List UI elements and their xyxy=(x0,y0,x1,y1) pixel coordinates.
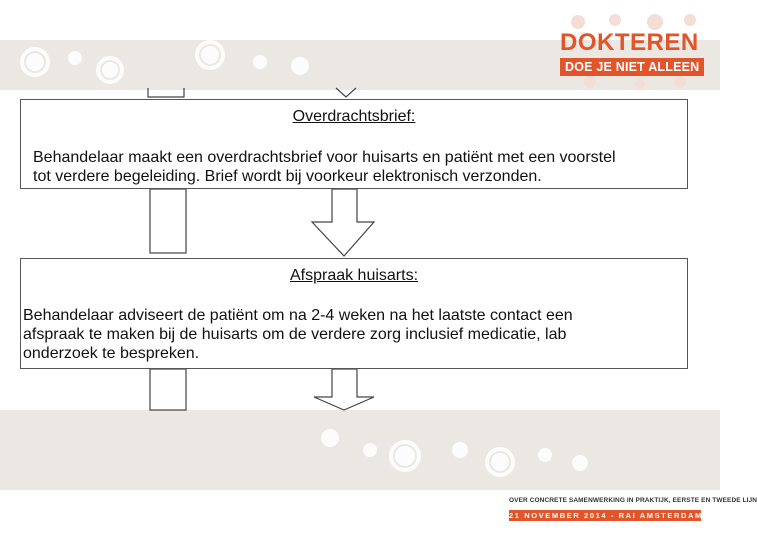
box-text-line: onderzoek te bespreken. xyxy=(23,345,200,362)
flow-box-afspraak-huisarts xyxy=(20,258,688,369)
footer-tagline: OVER CONCRETE SAMENWERKING IN PRAKTIJK, EERSTE EN TWEEDE LIJN xyxy=(509,497,757,504)
box-text-line: Behandelaar maakt een overdrachtsbrief voor huisarts en patiënt met een voorstel xyxy=(33,149,616,166)
down-arrow-icon xyxy=(312,189,374,256)
box-title: Overdrachtsbrief: xyxy=(292,108,416,125)
box-text-line: tot verdere begeleiding. Brief wordt bij voorkeur elektronisch verzonden. xyxy=(33,168,542,185)
footer-event-date: 21 NOVEMBER 2014 - RAI AMSTERDAM xyxy=(509,511,703,520)
box-text-line: Behandelaar adviseert de patiënt om na 2-4 weken na het laatste contact een xyxy=(23,307,573,324)
logo-title: DOKTEREN xyxy=(560,29,699,56)
box-text xyxy=(23,306,677,363)
connector-stub xyxy=(148,88,184,97)
arrow-tip xyxy=(336,88,356,97)
down-arrow-icon xyxy=(314,369,374,410)
box-title: Afspraak huisarts: xyxy=(289,267,419,284)
flow-box-overdrachtsbrief xyxy=(20,99,688,189)
logo-subtitle: DOE JE NIET ALLEEN xyxy=(560,58,704,76)
box-text-line: afspraak te maken bij de huisarts om de verdere zorg inclusief medicatie, lab xyxy=(23,326,567,343)
connector-bar xyxy=(150,189,186,253)
box-text xyxy=(33,148,677,186)
connector-bar xyxy=(150,369,186,410)
